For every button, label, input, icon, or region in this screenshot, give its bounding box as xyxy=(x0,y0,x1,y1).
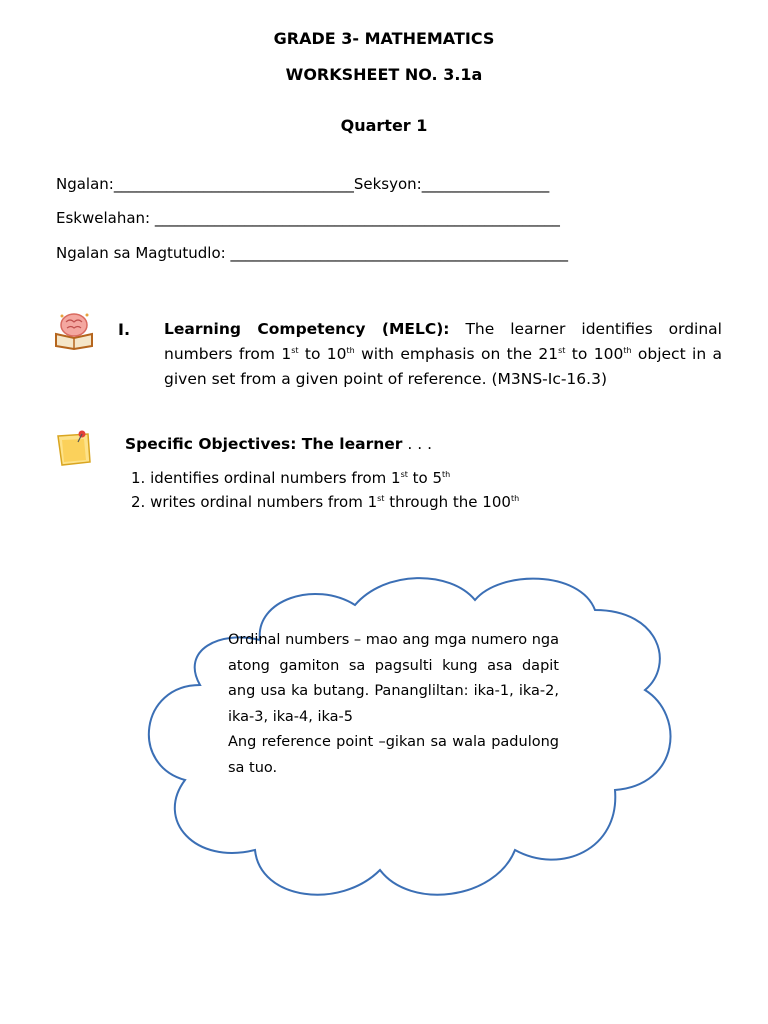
name-section-field[interactable]: Ngalan:________________________________Seksyon:_________________ xyxy=(56,175,550,193)
superscript: st xyxy=(558,345,566,355)
objectives-heading: Specific Objectives: The learner xyxy=(125,435,403,453)
competency-text: object in a given set from a given point of reference. (M3NS-Ic-16.3) xyxy=(164,345,722,388)
objective-item-1 xyxy=(131,469,450,487)
competency-text: to 10 xyxy=(298,345,347,363)
objective-text: to 5 xyxy=(407,469,443,487)
objectives-line xyxy=(125,435,432,453)
learning-competency-text xyxy=(164,317,722,392)
competency-text: with emphasis on the 21 xyxy=(354,345,559,363)
superscript: st xyxy=(400,470,408,479)
superscript: th xyxy=(510,494,520,503)
teacher-field[interactable]: Ngalan sa Magtutudlo: _____________________________________________ xyxy=(56,244,568,262)
cloud-definition-text: Ordinal numbers – mao ang mga numero nga atong gamiton sa pagsulti kung asa dapit ang usa ka butang. Panangliltan: ika-1, ika-2, ika-3, ika-4, ika-5 xyxy=(228,632,559,725)
superscript: st xyxy=(291,345,299,355)
objective-text: 2. writes ordinal numbers from 1 xyxy=(131,493,378,511)
school-field[interactable]: Eskwelahan: ______________________________________________________ xyxy=(56,209,560,227)
quarter-title: Quarter 1 xyxy=(340,116,428,135)
superscript: st xyxy=(377,494,385,503)
sticky-note-icon xyxy=(54,428,94,468)
objective-text: 1. identifies ordinal numbers from 1 xyxy=(131,469,401,487)
competency-text: to 100 xyxy=(565,345,624,363)
objective-text: through the 100 xyxy=(384,493,511,511)
worksheet-title: WORKSHEET NO. 3.1a xyxy=(285,65,483,84)
competency-heading: Learning Competency (MELC): xyxy=(164,320,450,338)
brain-book-icon xyxy=(52,310,96,350)
superscript: th xyxy=(442,470,451,479)
competency-text: The learner identifies ordinal numbers from 1 xyxy=(164,320,722,363)
grade-title: GRADE 3- MATHEMATICS xyxy=(273,29,495,48)
cloud-reference-text: Ang reference point –gikan sa wala padulong sa tuo. xyxy=(228,734,559,776)
section-numeral: I. xyxy=(118,320,131,339)
superscript: th xyxy=(346,345,355,355)
objective-item-2 xyxy=(131,493,519,511)
superscript: th xyxy=(623,345,632,355)
objectives-ellipsis: . . . xyxy=(402,435,432,453)
